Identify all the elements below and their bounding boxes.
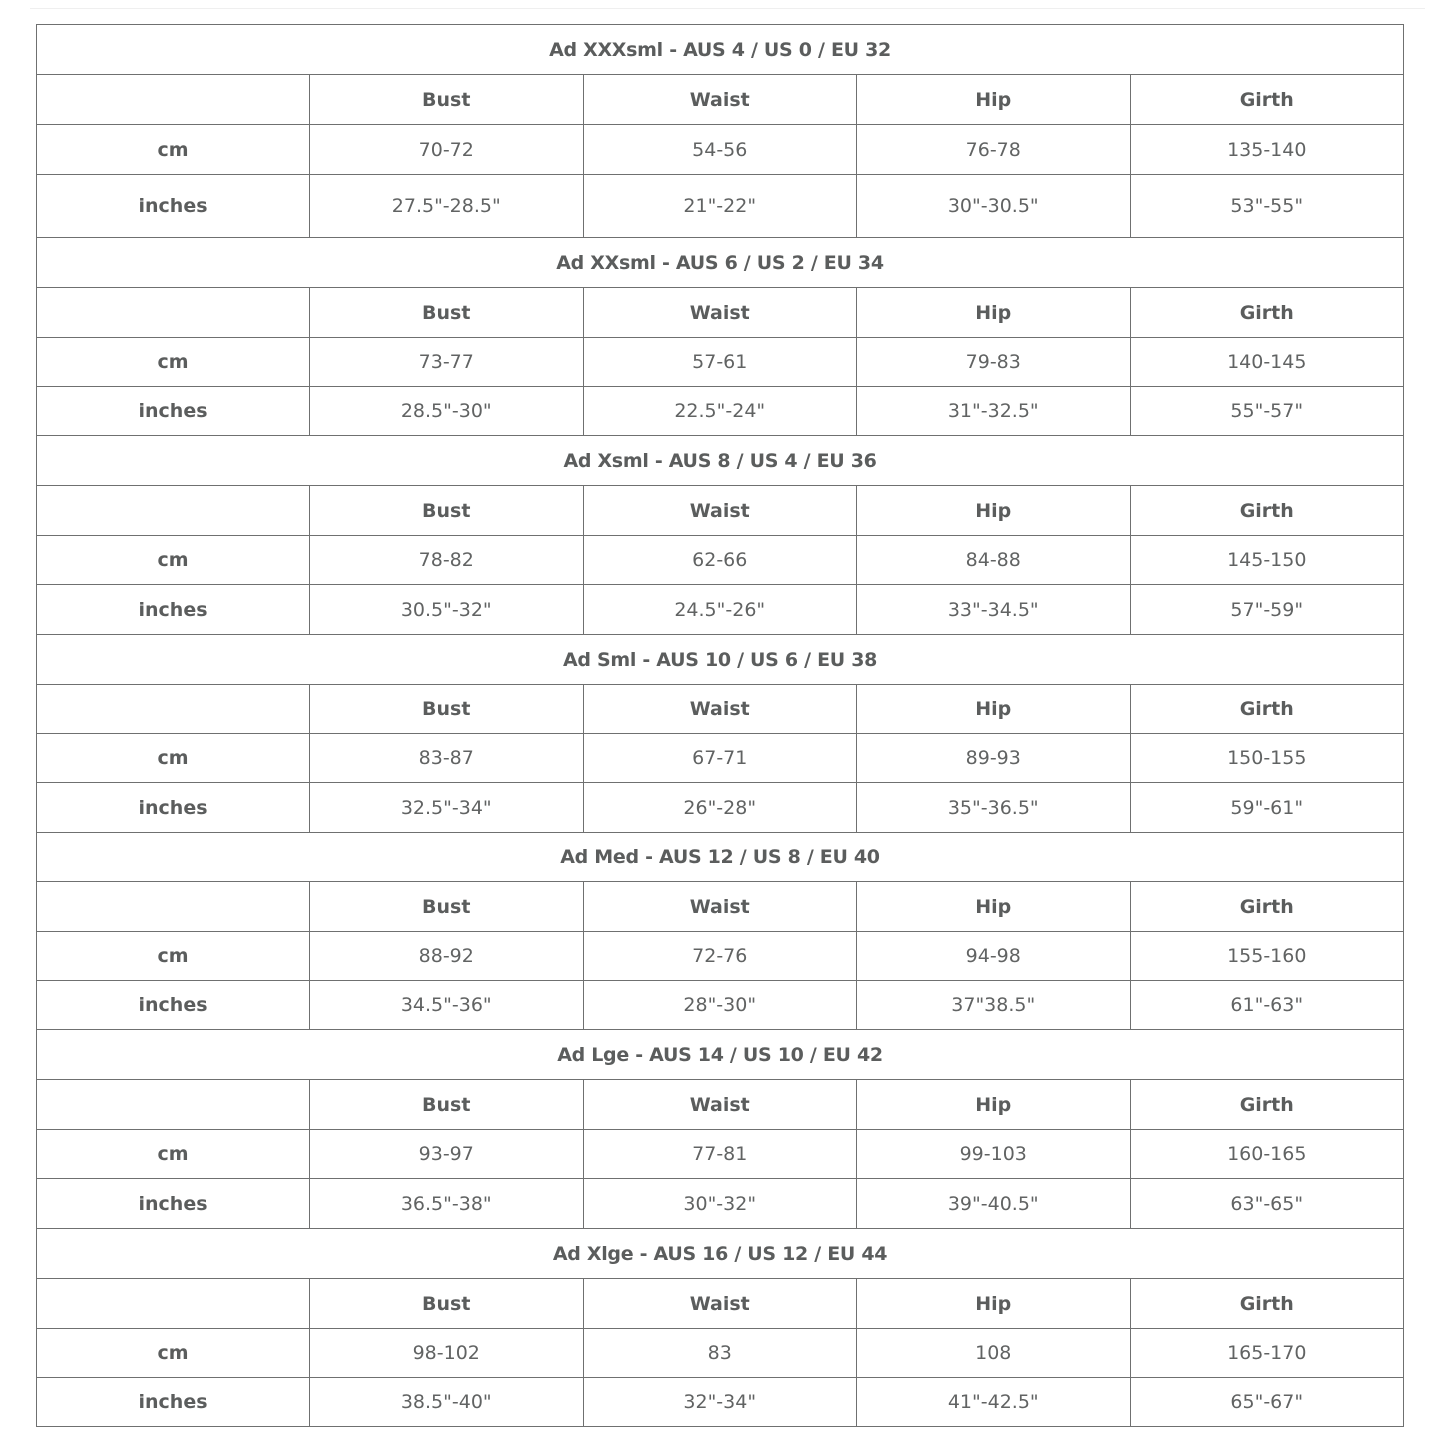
size-title-row	[37, 238, 1404, 288]
size-title: Ad Lge - AUS 14 / US 10 / EU 42	[37, 1030, 1404, 1080]
hip-inches-value: 31"-32.5"	[857, 387, 1131, 436]
column-header-waist: Waist	[583, 288, 857, 338]
table-row-cm	[37, 734, 1404, 783]
measurement-header-row	[37, 1279, 1404, 1329]
empty-header-cell	[37, 882, 310, 932]
hip-cm-value: 108	[857, 1329, 1131, 1378]
column-header-waist: Waist	[583, 486, 857, 536]
column-header-waist: Waist	[583, 1279, 857, 1329]
top-divider	[30, 8, 1425, 9]
size-title-row	[37, 1229, 1404, 1279]
hip-cm-value: 94-98	[857, 932, 1131, 981]
girth-inches-value: 57"-59"	[1130, 585, 1404, 635]
column-header-girth: Girth	[1130, 486, 1404, 536]
measurement-header-row	[37, 1080, 1404, 1130]
girth-cm-value: 135-140	[1130, 125, 1404, 175]
girth-inches-value: 63"-65"	[1130, 1179, 1404, 1229]
empty-header-cell	[37, 75, 310, 125]
bust-inches-value: 36.5"-38"	[310, 1179, 584, 1229]
size-chart-body	[37, 25, 1404, 1427]
table-row-inches	[37, 1179, 1404, 1229]
column-header-bust: Bust	[310, 75, 584, 125]
girth-cm-value: 145-150	[1130, 536, 1404, 585]
column-header-bust: Bust	[310, 288, 584, 338]
empty-header-cell	[37, 486, 310, 536]
column-header-hip: Hip	[857, 288, 1131, 338]
hip-inches-value: 33"-34.5"	[857, 585, 1131, 635]
hip-inches-value: 35"-36.5"	[857, 783, 1131, 833]
bust-inches-value: 32.5"-34"	[310, 783, 584, 833]
size-title-row	[37, 833, 1404, 882]
measurement-header-row	[37, 288, 1404, 338]
column-header-waist: Waist	[583, 1080, 857, 1130]
column-header-hip: Hip	[857, 882, 1131, 932]
hip-cm-value: 84-88	[857, 536, 1131, 585]
hip-inches-value: 39"-40.5"	[857, 1179, 1131, 1229]
empty-header-cell	[37, 1279, 310, 1329]
size-title-row	[37, 1030, 1404, 1080]
empty-header-cell	[37, 685, 310, 734]
column-header-girth: Girth	[1130, 685, 1404, 734]
bust-cm-value: 70-72	[310, 125, 584, 175]
table-row-inches	[37, 1378, 1404, 1427]
size-title-row	[37, 25, 1404, 75]
column-header-girth: Girth	[1130, 288, 1404, 338]
unit-label-inches: inches	[37, 387, 310, 436]
column-header-waist: Waist	[583, 685, 857, 734]
unit-label-inches: inches	[37, 1179, 310, 1229]
column-header-girth: Girth	[1130, 882, 1404, 932]
column-header-bust: Bust	[310, 685, 584, 734]
waist-inches-value: 30"-32"	[583, 1179, 857, 1229]
unit-label-cm: cm	[37, 536, 310, 585]
column-header-bust: Bust	[310, 486, 584, 536]
size-title: Ad XXsml - AUS 6 / US 2 / EU 34	[37, 238, 1404, 288]
size-title: Ad XXXsml - AUS 4 / US 0 / EU 32	[37, 25, 1404, 75]
hip-inches-value: 30"-30.5"	[857, 175, 1131, 238]
hip-inches-value: 37"38.5"	[857, 981, 1131, 1030]
hip-inches-value: 41"-42.5"	[857, 1378, 1131, 1427]
size-chart-table	[36, 24, 1404, 1427]
unit-label-cm: cm	[37, 734, 310, 783]
size-title: Ad Med - AUS 12 / US 8 / EU 40	[37, 833, 1404, 882]
bust-cm-value: 93-97	[310, 1130, 584, 1179]
column-header-hip: Hip	[857, 1080, 1131, 1130]
hip-cm-value: 79-83	[857, 338, 1131, 387]
waist-cm-value: 57-61	[583, 338, 857, 387]
unit-label-cm: cm	[37, 1130, 310, 1179]
unit-label-cm: cm	[37, 338, 310, 387]
measurement-header-row	[37, 882, 1404, 932]
size-title-row	[37, 436, 1404, 486]
girth-cm-value: 160-165	[1130, 1130, 1404, 1179]
girth-cm-value: 150-155	[1130, 734, 1404, 783]
bust-cm-value: 73-77	[310, 338, 584, 387]
waist-inches-value: 22.5"-24"	[583, 387, 857, 436]
unit-label-cm: cm	[37, 932, 310, 981]
girth-cm-value: 155-160	[1130, 932, 1404, 981]
girth-inches-value: 65"-67"	[1130, 1378, 1404, 1427]
column-header-girth: Girth	[1130, 1080, 1404, 1130]
table-row-cm	[37, 1130, 1404, 1179]
waist-cm-value: 72-76	[583, 932, 857, 981]
hip-cm-value: 76-78	[857, 125, 1131, 175]
table-row-inches	[37, 783, 1404, 833]
waist-inches-value: 26"-28"	[583, 783, 857, 833]
column-header-hip: Hip	[857, 1279, 1131, 1329]
column-header-bust: Bust	[310, 882, 584, 932]
girth-inches-value: 55"-57"	[1130, 387, 1404, 436]
column-header-hip: Hip	[857, 685, 1131, 734]
column-header-waist: Waist	[583, 882, 857, 932]
waist-inches-value: 21"-22"	[583, 175, 857, 238]
girth-cm-value: 165-170	[1130, 1329, 1404, 1378]
waist-cm-value: 83	[583, 1329, 857, 1378]
bust-inches-value: 28.5"-30"	[310, 387, 584, 436]
bust-inches-value: 38.5"-40"	[310, 1378, 584, 1427]
size-title: Ad Xlge - AUS 16 / US 12 / EU 44	[37, 1229, 1404, 1279]
table-row-cm	[37, 338, 1404, 387]
unit-label-inches: inches	[37, 783, 310, 833]
waist-cm-value: 67-71	[583, 734, 857, 783]
waist-cm-value: 62-66	[583, 536, 857, 585]
measurement-header-row	[37, 486, 1404, 536]
girth-inches-value: 61"-63"	[1130, 981, 1404, 1030]
waist-inches-value: 28"-30"	[583, 981, 857, 1030]
bust-cm-value: 98-102	[310, 1329, 584, 1378]
table-row-inches	[37, 175, 1404, 238]
unit-label-inches: inches	[37, 175, 310, 238]
bust-cm-value: 88-92	[310, 932, 584, 981]
unit-label-inches: inches	[37, 585, 310, 635]
size-title-row	[37, 635, 1404, 685]
unit-label-cm: cm	[37, 125, 310, 175]
size-title: Ad Sml - AUS 10 / US 6 / EU 38	[37, 635, 1404, 685]
column-header-waist: Waist	[583, 75, 857, 125]
table-row-cm	[37, 932, 1404, 981]
bust-inches-value: 27.5"-28.5"	[310, 175, 584, 238]
empty-header-cell	[37, 1080, 310, 1130]
girth-inches-value: 53"-55"	[1130, 175, 1404, 238]
table-row-cm	[37, 536, 1404, 585]
column-header-hip: Hip	[857, 486, 1131, 536]
hip-cm-value: 99-103	[857, 1130, 1131, 1179]
table-row-inches	[37, 585, 1404, 635]
column-header-girth: Girth	[1130, 1279, 1404, 1329]
bust-cm-value: 83-87	[310, 734, 584, 783]
column-header-hip: Hip	[857, 75, 1131, 125]
table-row-cm	[37, 1329, 1404, 1378]
unit-label-inches: inches	[37, 981, 310, 1030]
waist-cm-value: 77-81	[583, 1130, 857, 1179]
waist-inches-value: 24.5"-26"	[583, 585, 857, 635]
bust-inches-value: 34.5"-36"	[310, 981, 584, 1030]
waist-inches-value: 32"-34"	[583, 1378, 857, 1427]
hip-cm-value: 89-93	[857, 734, 1131, 783]
measurement-header-row	[37, 685, 1404, 734]
table-row-cm	[37, 125, 1404, 175]
unit-label-inches: inches	[37, 1378, 310, 1427]
column-header-bust: Bust	[310, 1080, 584, 1130]
size-title: Ad Xsml - AUS 8 / US 4 / EU 36	[37, 436, 1404, 486]
girth-inches-value: 59"-61"	[1130, 783, 1404, 833]
measurement-header-row	[37, 75, 1404, 125]
column-header-bust: Bust	[310, 1279, 584, 1329]
column-header-girth: Girth	[1130, 75, 1404, 125]
unit-label-cm: cm	[37, 1329, 310, 1378]
table-row-inches	[37, 981, 1404, 1030]
table-row-inches	[37, 387, 1404, 436]
bust-cm-value: 78-82	[310, 536, 584, 585]
girth-cm-value: 140-145	[1130, 338, 1404, 387]
bust-inches-value: 30.5"-32"	[310, 585, 584, 635]
waist-cm-value: 54-56	[583, 125, 857, 175]
empty-header-cell	[37, 288, 310, 338]
